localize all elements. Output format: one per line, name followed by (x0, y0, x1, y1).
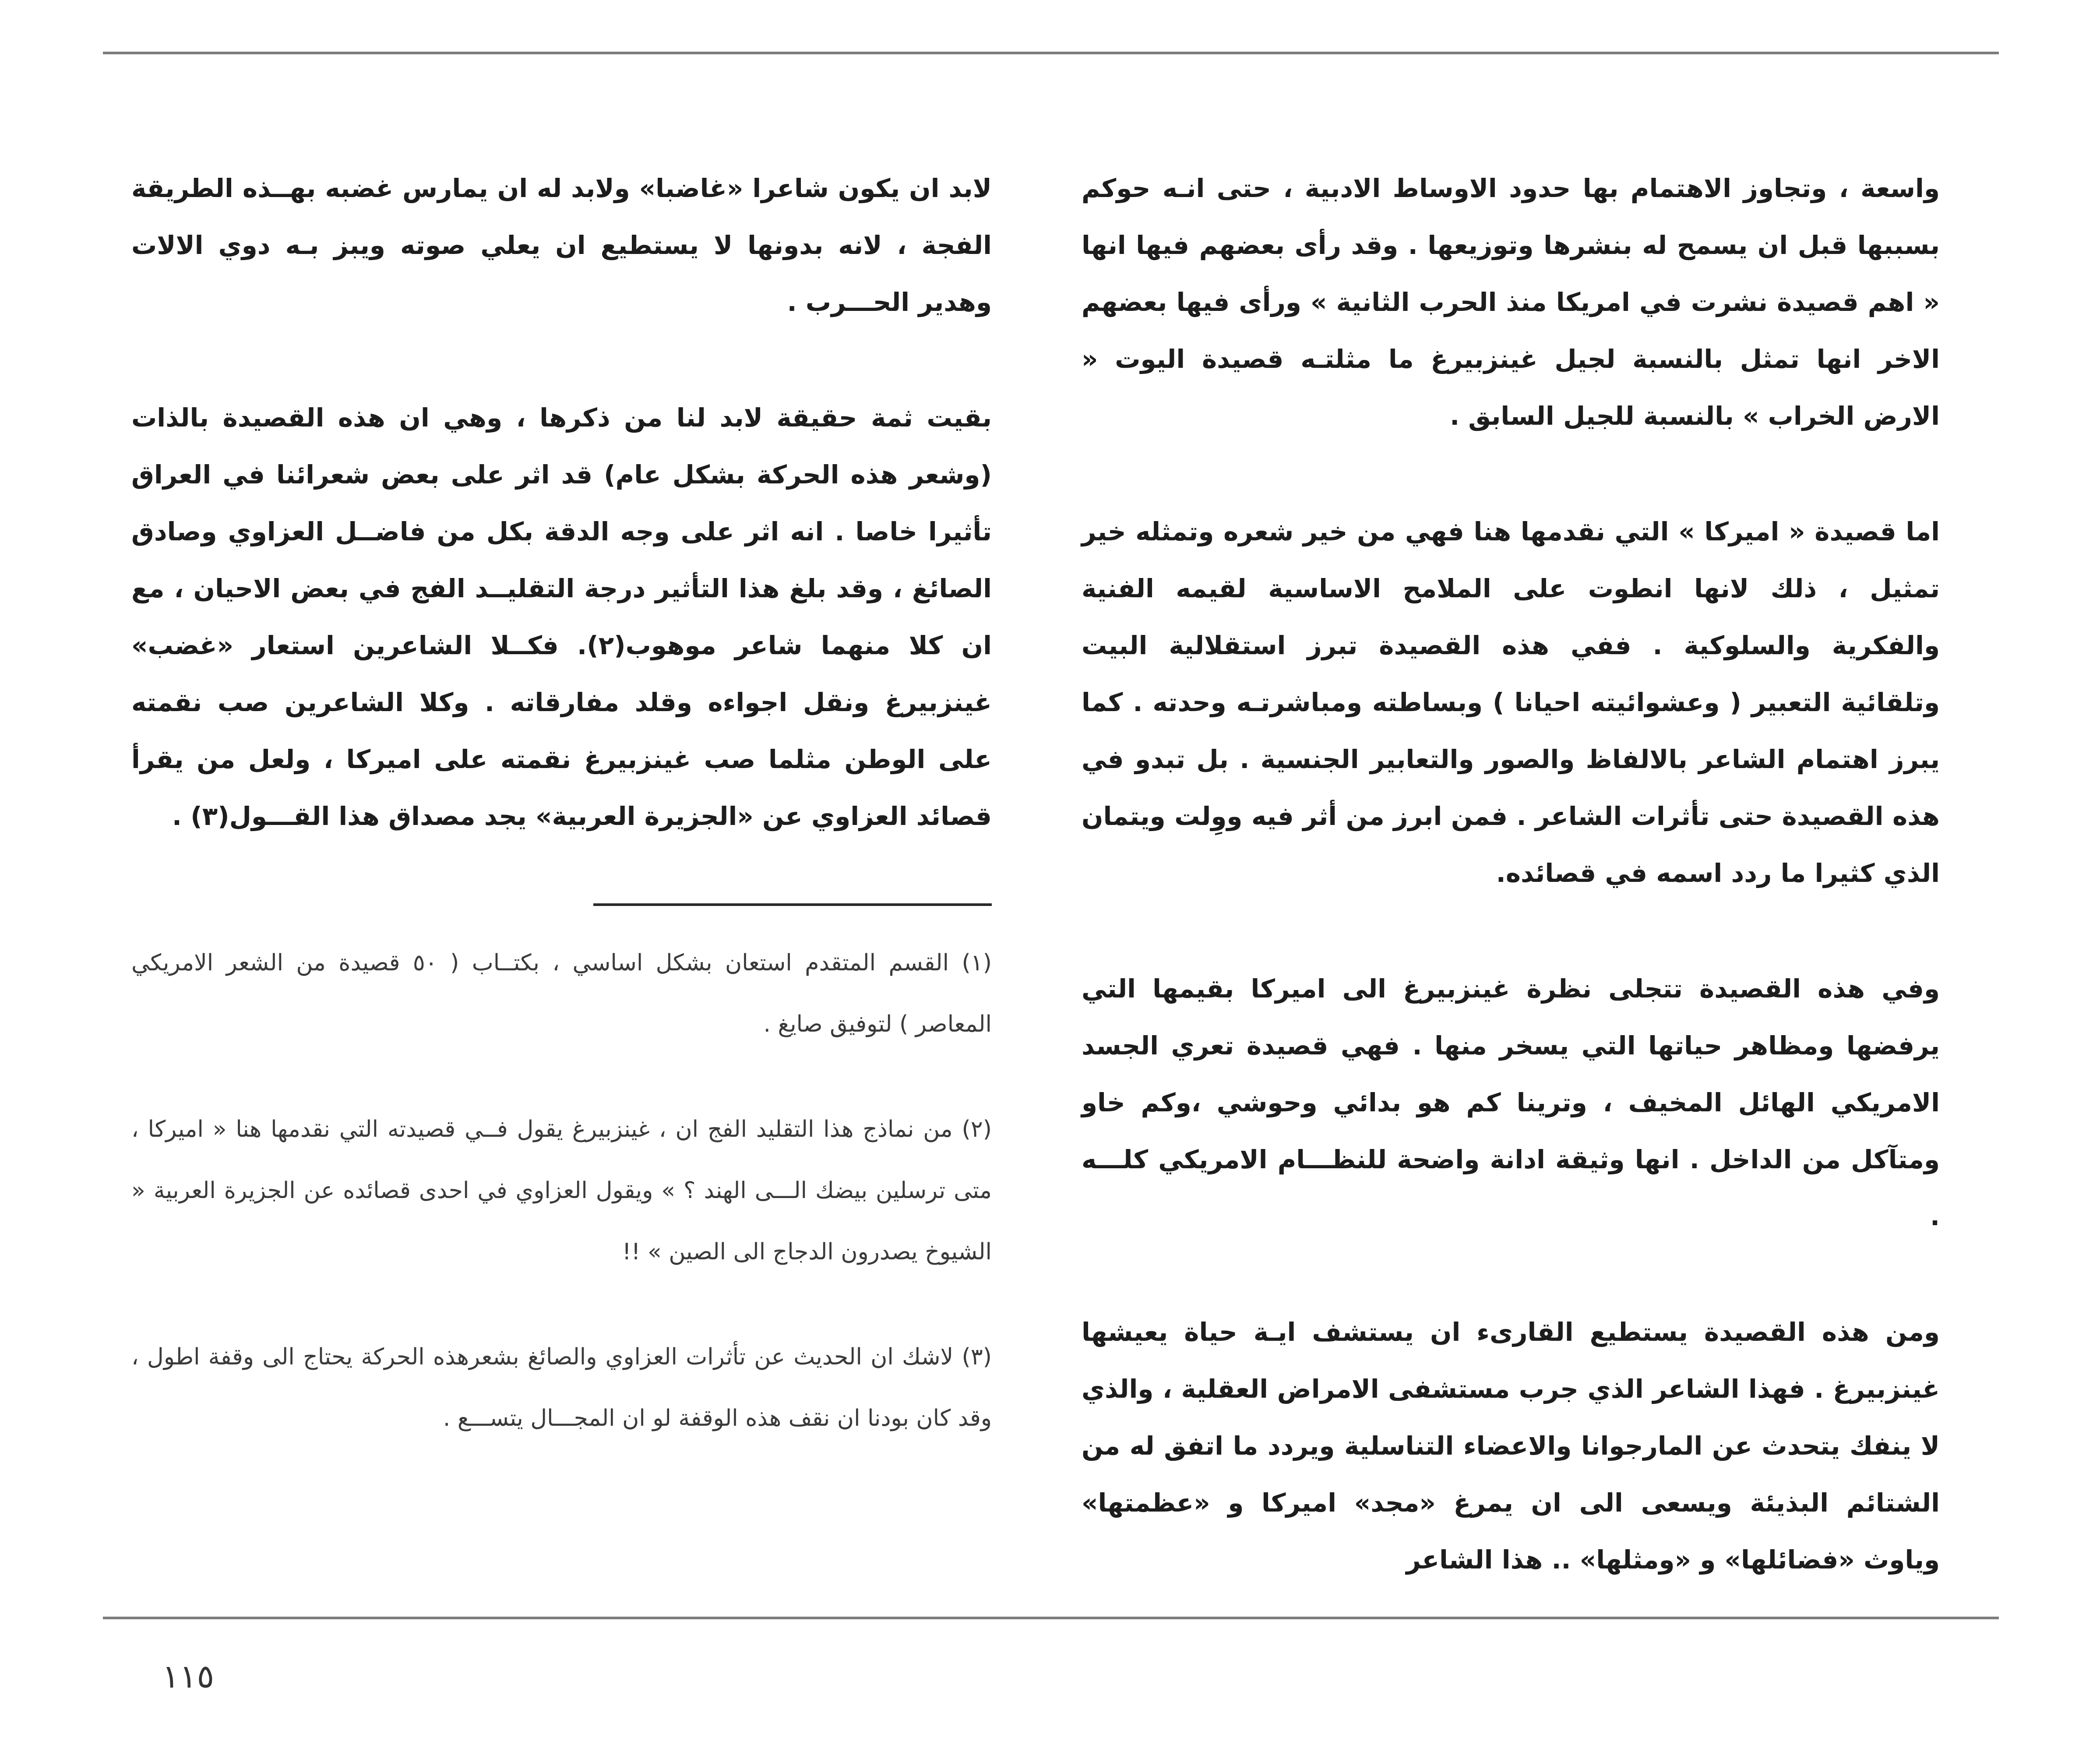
page-number: ١١٥ (162, 1658, 215, 1695)
paragraph: لابد ان يكون شاعرا «غاضبا» ولابد له ان يمارس غضبه بهــذه الطريقة الفجة ، لانه بدونها لا يستطيع ان يعلي صوته ويبز بـه دوي الالات وهدير الحـــرب . (131, 173, 992, 317)
paragraph: اما قصيدة « اميركا » التي نقدمها هنا فهي من خير شعره وتمثله خير تمثيل ، ذلك لانها انطوت على الملامح الاساسية لقيمه الفنية والفكرية والسلوكية . ففي هذه القصيدة تبرز استقلالية البيت وتلقائية التعبير ( وعشوائيته احيانا ) وبساطته ومباشرتـه وحدته . كما يبرز اهتمام الشاعر بالالفاظ والصور والتعابير الجنسية . بل تبدو في هذه القصيدة حتى تأثرات الشاعر . فمن ابرز من أثر فيه ووِلت ويتمان الذي كثيرا ما ردد اسمه في قصائده. (1082, 517, 1940, 888)
paragraph: واسعة ، وتجاوز الاهتمام بها حدود الاوساط الادبية ، حتى انـه حوكم بسببها قبل ان يسمح له بنشرها وتوزيعها . وقد رأى بعضهم فيها انها « اهم قصيدة نشرت في امريكا منذ الحرب الثانية » ورأى فيها بعضهم الاخر انها تمثل بالنسبة لجيل غينزبيرغ ما مثلتـه قصيدة اليوت « الارض الخراب » بالنسبة للجيل السابق . (1082, 173, 1940, 431)
paragraph: ومن هذه القصيدة يستطيع القارىء ان يستشف ايـة حياة يعيشها غينزبيرغ . فهذا الشاعر الذي جرب مستشفى الامراض العقلية ، والذي لا ينفك يتحدث عن المارجوانا والاعضاء التناسلية ويردد ما اتفق له من الشتائم البذيئة ويسعى الى ان يمرغ «مجد» اميركا و «عظمتها» وياوث «فضائلها» و «ومثلها» .. هذا الشاعر (1082, 1317, 1940, 1575)
footnote: (٣) لاشك ان الحديث عن تأثرات العزاوي والصائغ بشعرهذه الحركة يحتاج الى وقفة اطول ، وقد كان بودنا ان نقف هذه الوقفة لو ان المجـــال يتســـع . (131, 1344, 992, 1431)
bottom-rule (103, 1617, 1999, 1619)
top-rule (103, 52, 1999, 54)
left-column (131, 160, 992, 1493)
footnote-divider (593, 903, 992, 906)
paragraph: بقيت ثمة حقيقة لابد لنا من ذكرها ، وهي ان هذه القصيدة بالذات (وشعر هذه الحركة بشكل عام) قد اثر على بعض شعرائنا في العراق تأثيرا خاصا . انه اثر على وجه الدقة بكل من فاضــل العزاوي وصادق الصائغ ، وقد بلغ هذا التأثير درجة التقليــد الفج في بعض الاحيان ، مع ان كلا منهما شاعر موهوب(٢). فكــلا الشاعرين استعار «غضب» غينزبيرغ ونقل اجواءه وقلد مفارقاته . وكلا الشاعرين صب نقمته على الوطن مثلما صب غينزبيرغ نقمته على اميركا ، ولعل من يقرأ قصائد العزاوي عن «الجزيرة العربية» يجد مصداق هذا القـــول(٣) . (131, 403, 992, 831)
right-column (1082, 160, 1940, 1647)
footnote: (١) القسم المتقدم استعان بشكل اساسي ، بكتــاب ( ٥٠ قصيدة من الشعر الامريكي المعاصر ) لتوفيق صايغ . (131, 950, 992, 1037)
footnote: (٢) من نماذج هذا التقليد الفج ان ، غينزبيرغ يقول فــي قصيدته التي نقدمها هنا « اميركا ، متى ترسلين بيضك الـــى الهند ؟ » ويقول العزاوي في احدى قصائده عن الجزيرة العربية « الشيوخ يصدرون الدجاج الى الصين » !! (131, 1116, 992, 1265)
paragraph: وفي هذه القصيدة تتجلى نظرة غينزبيرغ الى اميركا بقيمها التي يرفضها ومظاهر حياتها التي يسخر منها . فهي قصيدة تعري الجسد الامريكي الهائل المخيف ، وترينا كم هو بدائي وحوشي ،وكم خاو ومتآكل من الداخل . انها وثيقة ادانة واضحة للنظـــام الامريكي كلـــه . (1082, 974, 1940, 1231)
